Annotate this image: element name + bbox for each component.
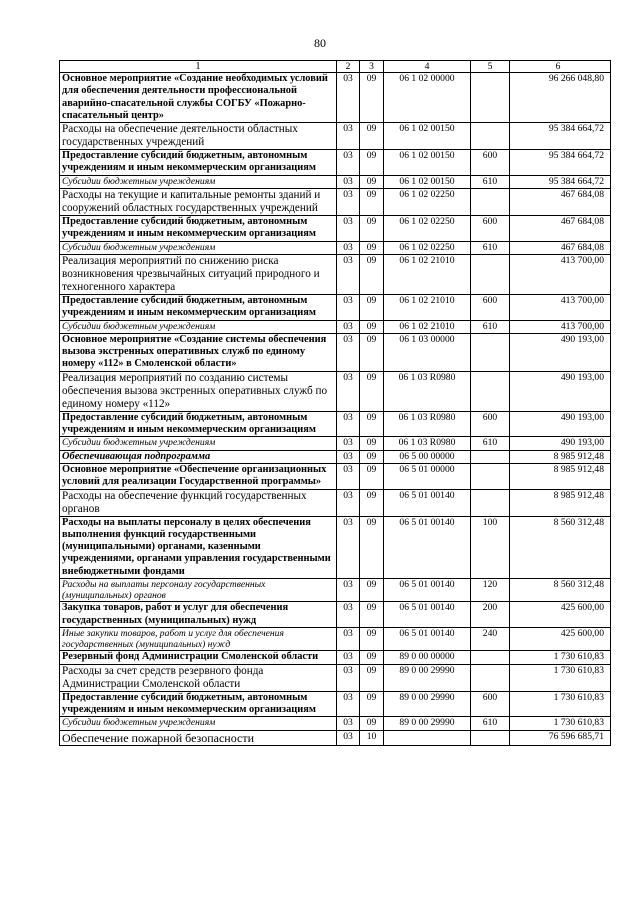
- row-target-code-cell: 06 1 03 00000: [384, 333, 471, 371]
- row-target-code-cell: 06 1 02 02250: [384, 216, 471, 242]
- row-target-code-cell: 06 1 02 00000: [384, 73, 471, 123]
- row-amount-cell: 467 684,08: [510, 241, 611, 254]
- header-cell-6: 6: [510, 61, 611, 73]
- row-target-code-cell: 06 5 01 00140: [384, 579, 471, 602]
- row-subsection-cell: 09: [360, 189, 384, 216]
- row-subsection-cell: 09: [360, 602, 384, 628]
- row-subsection-cell: 09: [360, 664, 384, 691]
- row-section-cell: 03: [337, 651, 360, 664]
- table-row: [60, 516, 611, 578]
- row-expense-type-cell: [471, 651, 510, 664]
- row-subsection-cell: 09: [360, 371, 384, 411]
- row-amount-cell: 95 384 664,72: [510, 123, 611, 150]
- row-target-code-cell: 06 1 02 00150: [384, 123, 471, 150]
- row-section-cell: 03: [337, 437, 360, 450]
- row-target-code-cell: 89 0 00 29990: [384, 664, 471, 691]
- row-section-cell: 03: [337, 216, 360, 242]
- row-expense-type-cell: 600: [471, 294, 510, 320]
- row-subsection-cell: 09: [360, 123, 384, 150]
- header-cell-1: 1: [60, 61, 337, 73]
- row-section-cell: 03: [337, 664, 360, 691]
- table-row: [60, 717, 611, 730]
- row-section-cell: 03: [337, 294, 360, 320]
- row-target-code-cell: 06 1 02 00150: [384, 175, 471, 188]
- row-expense-type-cell: 600: [471, 411, 510, 437]
- header-cell-2: 2: [337, 61, 360, 73]
- row-amount-cell: 1 730 610,83: [510, 717, 611, 730]
- row-section-cell: 03: [337, 450, 360, 463]
- row-target-code-cell: 06 1 02 21010: [384, 254, 471, 294]
- row-amount-cell: 490 193,00: [510, 371, 611, 411]
- table-row: [60, 579, 611, 602]
- row-section-cell: 03: [337, 73, 360, 123]
- row-name-cell: Субсидии бюджетным учреждениям: [60, 241, 337, 254]
- row-expense-type-cell: [471, 730, 510, 745]
- row-target-code-cell: 06 1 03 R0980: [384, 437, 471, 450]
- row-target-code-cell: 89 0 00 29990: [384, 691, 471, 717]
- row-expense-type-cell: 600: [471, 150, 510, 176]
- row-amount-cell: 425 600,00: [510, 602, 611, 628]
- table-row: [60, 411, 611, 437]
- row-amount-cell: 1 730 610,83: [510, 651, 611, 664]
- row-expense-type-cell: 120: [471, 579, 510, 602]
- row-name-cell: Расходы на обеспечение функций государственных органов: [60, 489, 337, 516]
- row-expense-type-cell: 600: [471, 216, 510, 242]
- header-cell-3: 3: [360, 61, 384, 73]
- row-amount-cell: 425 600,00: [510, 628, 611, 651]
- row-name-cell: Расходы на текущие и капитальные ремонты зданий и сооружений областных государственных учреждений: [60, 189, 337, 216]
- row-name-cell: Иные закупки товаров, работ и услуг для обеспечения государственных (муниципальных) нужд: [60, 628, 337, 651]
- row-subsection-cell: 10: [360, 730, 384, 745]
- row-target-code-cell: [384, 730, 471, 745]
- row-subsection-cell: 09: [360, 628, 384, 651]
- row-amount-cell: 8 985 912,48: [510, 489, 611, 516]
- row-expense-type-cell: [471, 333, 510, 371]
- row-section-cell: 03: [337, 371, 360, 411]
- row-name-cell: Закупка товаров, работ и услуг для обеспечения государственных (муниципальных) нужд: [60, 602, 337, 628]
- row-expense-type-cell: [471, 123, 510, 150]
- row-name-cell: Субсидии бюджетным учреждениям: [60, 717, 337, 730]
- table-row: [60, 333, 611, 371]
- row-name-cell: Основное мероприятие «Создание необходимых условий для обеспечения деятельности профессиональной аварийно-спасательной службы СОГБУ «Пожарно-спасательный центр»: [60, 73, 337, 123]
- row-expense-type-cell: [471, 450, 510, 463]
- row-section-cell: 03: [337, 333, 360, 371]
- row-subsection-cell: 09: [360, 463, 384, 489]
- row-subsection-cell: 09: [360, 651, 384, 664]
- table-row: [60, 150, 611, 176]
- table-row: [60, 123, 611, 150]
- row-amount-cell: 95 384 664,72: [510, 150, 611, 176]
- row-amount-cell: 490 193,00: [510, 437, 611, 450]
- row-amount-cell: 1 730 610,83: [510, 691, 611, 717]
- row-expense-type-cell: 200: [471, 602, 510, 628]
- row-subsection-cell: 09: [360, 691, 384, 717]
- row-subsection-cell: 09: [360, 320, 384, 333]
- row-subsection-cell: 09: [360, 516, 384, 578]
- table-row: [60, 294, 611, 320]
- table-header-row: [60, 61, 611, 73]
- row-target-code-cell: 06 5 01 00140: [384, 628, 471, 651]
- row-subsection-cell: 09: [360, 294, 384, 320]
- row-section-cell: 03: [337, 150, 360, 176]
- row-name-cell: Предоставление субсидий бюджетным, автономным учреждениям и иным некоммерческим организациям: [60, 411, 337, 437]
- row-expense-type-cell: 240: [471, 628, 510, 651]
- row-name-cell: Субсидии бюджетным учреждениям: [60, 437, 337, 450]
- row-subsection-cell: 09: [360, 411, 384, 437]
- row-amount-cell: 95 384 664,72: [510, 175, 611, 188]
- row-subsection-cell: 09: [360, 241, 384, 254]
- row-expense-type-cell: [471, 189, 510, 216]
- row-target-code-cell: 06 1 02 02250: [384, 189, 471, 216]
- row-section-cell: 03: [337, 175, 360, 188]
- row-section-cell: 03: [337, 463, 360, 489]
- row-name-cell: Расходы на обеспечение деятельности областных государственных учреждений: [60, 123, 337, 150]
- table-row: [60, 628, 611, 651]
- row-name-cell: Основное мероприятие «Обеспечение организационных условий для реализации Государственной программы»: [60, 463, 337, 489]
- row-amount-cell: 490 193,00: [510, 333, 611, 371]
- row-subsection-cell: 09: [360, 254, 384, 294]
- table-row: [60, 450, 611, 463]
- row-section-cell: 03: [337, 579, 360, 602]
- table-row: [60, 437, 611, 450]
- table-row: [60, 241, 611, 254]
- table-row: [60, 189, 611, 216]
- row-target-code-cell: 06 5 01 00140: [384, 516, 471, 578]
- row-amount-cell: 8 985 912,48: [510, 463, 611, 489]
- row-section-cell: 03: [337, 691, 360, 717]
- row-expense-type-cell: 610: [471, 320, 510, 333]
- row-name-cell: Расходы за счет средств резервного фонда Администрации Смоленской области: [60, 664, 337, 691]
- row-name-cell: Основное мероприятие «Создание системы обеспечения вызова экстренных оперативных служб по единому номеру «112» в Смоленской области»: [60, 333, 337, 371]
- table-row: [60, 489, 611, 516]
- row-section-cell: 03: [337, 123, 360, 150]
- row-name-cell: Расходы на выплаты персоналу государственных (муниципальных) органов: [60, 579, 337, 602]
- table-row: [60, 371, 611, 411]
- budget-table: [59, 60, 611, 746]
- table-row: [60, 175, 611, 188]
- row-amount-cell: 76 596 685,71: [510, 730, 611, 745]
- row-subsection-cell: 09: [360, 717, 384, 730]
- row-expense-type-cell: [471, 489, 510, 516]
- row-name-cell: Обеспечивающая подпрограмма: [60, 450, 337, 463]
- table-row: [60, 730, 611, 745]
- row-section-cell: 03: [337, 628, 360, 651]
- row-target-code-cell: 06 5 01 00140: [384, 602, 471, 628]
- table-row: [60, 651, 611, 664]
- row-expense-type-cell: 610: [471, 437, 510, 450]
- row-name-cell: Реализация мероприятий по созданию системы обеспечения вызова экстренных оперативных служб по единому номеру «112»: [60, 371, 337, 411]
- row-section-cell: 03: [337, 411, 360, 437]
- row-name-cell: Субсидии бюджетным учреждениям: [60, 175, 337, 188]
- row-expense-type-cell: 610: [471, 717, 510, 730]
- row-subsection-cell: 09: [360, 216, 384, 242]
- row-amount-cell: 8 560 312,48: [510, 579, 611, 602]
- row-target-code-cell: 06 5 01 00000: [384, 463, 471, 489]
- row-target-code-cell: 06 1 03 R0980: [384, 371, 471, 411]
- header-cell-4: 4: [384, 61, 471, 73]
- row-subsection-cell: 09: [360, 333, 384, 371]
- row-name-cell: Расходы на выплаты персоналу в целях обеспечения выполнения функций государственными (муниципальными) органами, казенными учреждениями, органами управления государственными внебюджетными фондами: [60, 516, 337, 578]
- row-subsection-cell: 09: [360, 175, 384, 188]
- row-target-code-cell: 06 1 02 21010: [384, 294, 471, 320]
- row-name-cell: Реализация мероприятий по снижению риска возникновения чрезвычайных ситуаций природного и техногенного характера: [60, 254, 337, 294]
- row-section-cell: 03: [337, 254, 360, 294]
- row-amount-cell: 8 560 312,48: [510, 516, 611, 578]
- row-target-code-cell: 89 0 00 00000: [384, 651, 471, 664]
- row-target-code-cell: 06 5 00 00000: [384, 450, 471, 463]
- row-expense-type-cell: 600: [471, 691, 510, 717]
- row-section-cell: 03: [337, 320, 360, 333]
- row-name-cell: Обеспечение пожарной безопасности: [60, 730, 337, 745]
- row-target-code-cell: 06 1 02 21010: [384, 320, 471, 333]
- row-amount-cell: 8 985 912,48: [510, 450, 611, 463]
- row-section-cell: 03: [337, 717, 360, 730]
- row-name-cell: Субсидии бюджетным учреждениям: [60, 320, 337, 333]
- row-expense-type-cell: 610: [471, 175, 510, 188]
- row-name-cell: Резервный фонд Администрации Смоленской области: [60, 651, 337, 664]
- row-expense-type-cell: 610: [471, 241, 510, 254]
- row-amount-cell: 413 700,00: [510, 294, 611, 320]
- row-subsection-cell: 09: [360, 150, 384, 176]
- row-subsection-cell: 09: [360, 489, 384, 516]
- row-subsection-cell: 09: [360, 73, 384, 123]
- row-target-code-cell: 06 1 02 00150: [384, 150, 471, 176]
- row-expense-type-cell: [471, 463, 510, 489]
- row-target-code-cell: 06 1 03 R0980: [384, 411, 471, 437]
- table-row: [60, 73, 611, 123]
- row-section-cell: 03: [337, 489, 360, 516]
- row-subsection-cell: 09: [360, 437, 384, 450]
- row-section-cell: 03: [337, 241, 360, 254]
- row-expense-type-cell: [471, 371, 510, 411]
- row-amount-cell: 413 700,00: [510, 320, 611, 333]
- row-section-cell: 03: [337, 516, 360, 578]
- table-row: [60, 463, 611, 489]
- row-expense-type-cell: [471, 73, 510, 123]
- table-row: [60, 320, 611, 333]
- row-subsection-cell: 09: [360, 579, 384, 602]
- row-section-cell: 03: [337, 189, 360, 216]
- row-amount-cell: 467 684,08: [510, 216, 611, 242]
- row-subsection-cell: 09: [360, 450, 384, 463]
- table-row: [60, 254, 611, 294]
- row-amount-cell: 490 193,00: [510, 411, 611, 437]
- table-row: [60, 602, 611, 628]
- table-row: [60, 216, 611, 242]
- row-amount-cell: 1 730 610,83: [510, 664, 611, 691]
- row-section-cell: 03: [337, 730, 360, 745]
- row-amount-cell: 467 684,08: [510, 189, 611, 216]
- row-section-cell: 03: [337, 602, 360, 628]
- row-expense-type-cell: [471, 254, 510, 294]
- row-expense-type-cell: 100: [471, 516, 510, 578]
- page-number: 80: [314, 36, 326, 50]
- row-target-code-cell: 06 5 01 00140: [384, 489, 471, 516]
- row-name-cell: Предоставление субсидий бюджетным, автономным учреждениям и иным некоммерческим организациям: [60, 216, 337, 242]
- row-target-code-cell: 06 1 02 02250: [384, 241, 471, 254]
- row-target-code-cell: 89 0 00 29990: [384, 717, 471, 730]
- row-expense-type-cell: [471, 664, 510, 691]
- row-name-cell: Предоставление субсидий бюджетным, автономным учреждениям и иным некоммерческим организациям: [60, 691, 337, 717]
- table-row: [60, 664, 611, 691]
- header-cell-5: 5: [471, 61, 510, 73]
- table-row: [60, 691, 611, 717]
- row-name-cell: Предоставление субсидий бюджетным, автономным учреждениям и иным некоммерческим организациям: [60, 294, 337, 320]
- row-amount-cell: 413 700,00: [510, 254, 611, 294]
- row-name-cell: Предоставление субсидий бюджетным, автономным учреждениям и иным некоммерческим организациям: [60, 150, 337, 176]
- row-amount-cell: 96 266 048,80: [510, 73, 611, 123]
